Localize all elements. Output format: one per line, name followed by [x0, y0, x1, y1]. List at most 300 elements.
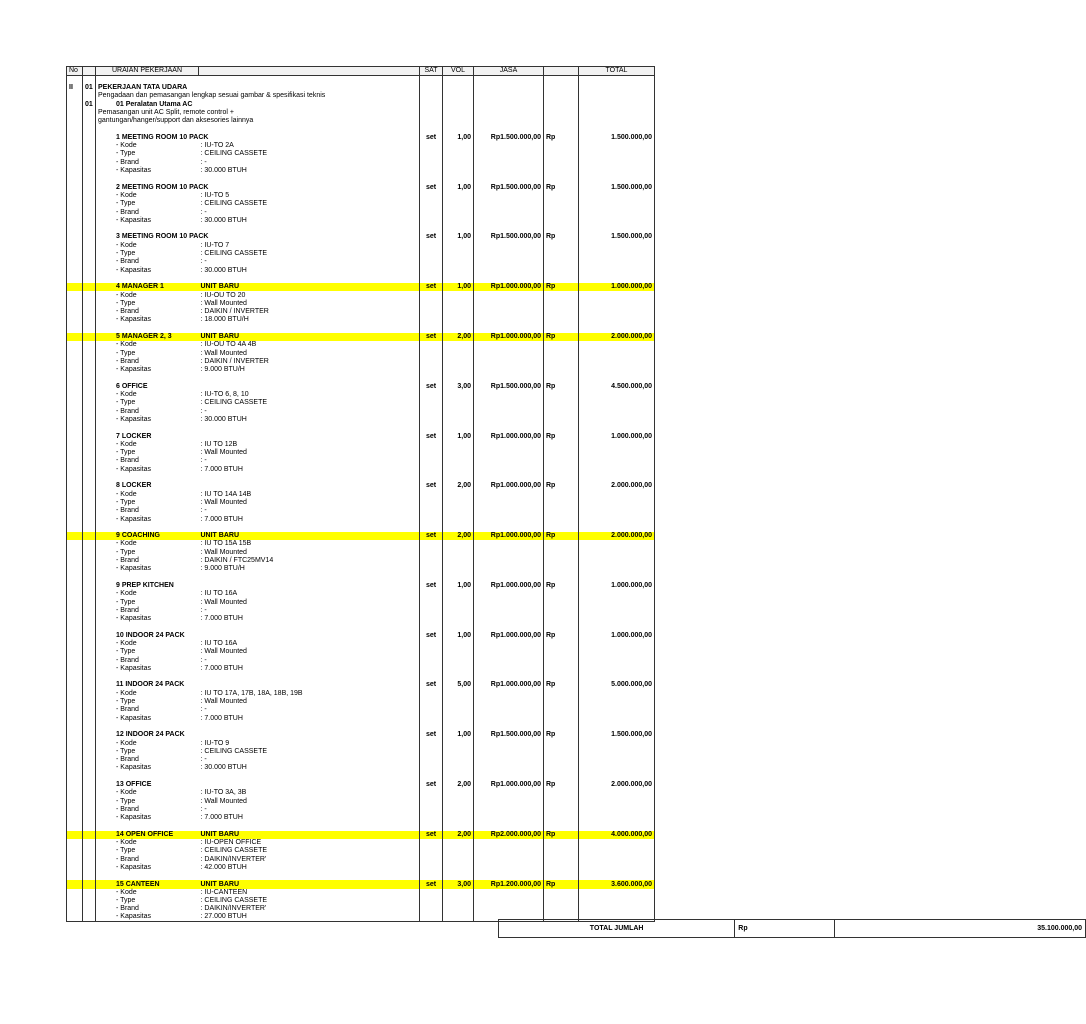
- table-cell[interactable]: - Kapasitas: [96, 217, 199, 225]
- table-cell[interactable]: [96, 723, 199, 731]
- table-cell[interactable]: : IU-OU TO 4A 4B: [199, 341, 420, 349]
- table-cell[interactable]: UNIT BARU: [199, 831, 420, 839]
- table-cell[interactable]: [544, 192, 579, 200]
- table-cell[interactable]: [67, 772, 83, 780]
- table-cell[interactable]: [474, 814, 544, 822]
- table-cell[interactable]: 1.500.000,00: [579, 731, 655, 739]
- table-cell[interactable]: [420, 142, 443, 150]
- table-cell[interactable]: [96, 225, 199, 233]
- table-cell[interactable]: [96, 872, 199, 880]
- table-cell[interactable]: - Type: [96, 449, 199, 457]
- table-cell[interactable]: [420, 615, 443, 623]
- table-cell[interactable]: [420, 109, 443, 117]
- table-cell[interactable]: [420, 665, 443, 673]
- table-cell[interactable]: [83, 532, 96, 540]
- table-cell[interactable]: [83, 839, 96, 847]
- table-cell[interactable]: Rp: [544, 731, 579, 739]
- table-cell[interactable]: [420, 499, 443, 507]
- table-cell[interactable]: Rp1.500.000,00: [474, 134, 544, 142]
- table-cell[interactable]: [579, 665, 655, 673]
- table-cell[interactable]: [443, 391, 474, 399]
- table-cell[interactable]: [579, 797, 655, 805]
- column-header[interactable]: JASA: [474, 67, 544, 76]
- table-cell[interactable]: : IU TO 16A: [199, 590, 420, 598]
- table-cell[interactable]: [83, 806, 96, 814]
- table-cell[interactable]: Rp1.000.000,00: [474, 781, 544, 789]
- column-header[interactable]: [199, 67, 420, 76]
- table-cell[interactable]: : IU TO 17A, 17B, 18A, 18B, 19B: [199, 689, 420, 697]
- table-cell[interactable]: : -: [199, 407, 420, 415]
- table-cell[interactable]: [67, 665, 83, 673]
- table-cell[interactable]: [67, 324, 83, 332]
- table-cell[interactable]: [579, 217, 655, 225]
- table-cell[interactable]: [83, 324, 96, 332]
- table-cell[interactable]: [579, 524, 655, 532]
- table-cell[interactable]: [579, 399, 655, 407]
- table-cell[interactable]: [83, 913, 96, 922]
- table-cell[interactable]: Rp1.000.000,00: [474, 283, 544, 291]
- table-cell[interactable]: [67, 283, 83, 291]
- table-cell[interactable]: [199, 76, 420, 84]
- table-cell[interactable]: [67, 748, 83, 756]
- table-cell[interactable]: [83, 723, 96, 731]
- table-cell[interactable]: [443, 698, 474, 706]
- table-cell[interactable]: [474, 515, 544, 523]
- table-cell[interactable]: [83, 889, 96, 897]
- table-cell[interactable]: 3.600.000,00: [579, 880, 655, 888]
- table-cell[interactable]: [443, 748, 474, 756]
- table-cell[interactable]: 1.000.000,00: [579, 432, 655, 440]
- table-cell[interactable]: [544, 656, 579, 664]
- table-cell[interactable]: - Brand: [96, 756, 199, 764]
- table-cell[interactable]: : Wall Mounted: [199, 797, 420, 805]
- table-cell[interactable]: [474, 449, 544, 457]
- table-cell[interactable]: [579, 822, 655, 830]
- table-cell[interactable]: [67, 507, 83, 515]
- table-cell[interactable]: [443, 208, 474, 216]
- table-cell[interactable]: [443, 490, 474, 498]
- table-cell[interactable]: : 30.000 BTUH: [199, 266, 420, 274]
- table-cell[interactable]: - Type: [96, 250, 199, 258]
- table-cell[interactable]: [474, 590, 544, 598]
- table-cell[interactable]: [443, 150, 474, 158]
- table-cell[interactable]: - Kode: [96, 739, 199, 747]
- table-cell[interactable]: [443, 84, 474, 92]
- table-cell[interactable]: [67, 839, 83, 847]
- column-header[interactable]: VOL: [443, 67, 474, 76]
- table-cell[interactable]: - Kode: [96, 839, 199, 847]
- table-cell[interactable]: [83, 748, 96, 756]
- table-cell[interactable]: set: [420, 781, 443, 789]
- table-cell[interactable]: - Brand: [96, 557, 199, 565]
- table-cell[interactable]: [579, 756, 655, 764]
- table-cell[interactable]: [474, 465, 544, 473]
- table-cell[interactable]: [443, 540, 474, 548]
- table-cell[interactable]: [420, 872, 443, 880]
- table-cell[interactable]: [544, 217, 579, 225]
- table-cell[interactable]: [544, 772, 579, 780]
- table-cell[interactable]: [579, 839, 655, 847]
- table-cell[interactable]: [420, 158, 443, 166]
- table-cell[interactable]: [579, 648, 655, 656]
- table-cell[interactable]: [544, 822, 579, 830]
- table-cell[interactable]: [579, 92, 655, 100]
- table-cell[interactable]: [443, 565, 474, 573]
- table-cell[interactable]: [443, 441, 474, 449]
- table-cell[interactable]: [83, 233, 96, 241]
- table-cell[interactable]: [83, 117, 96, 125]
- table-cell[interactable]: [83, 125, 96, 133]
- table-cell[interactable]: [474, 689, 544, 697]
- table-cell[interactable]: [443, 109, 474, 117]
- table-cell[interactable]: [83, 897, 96, 905]
- table-cell[interactable]: : CEILING CASSETE: [199, 897, 420, 905]
- table-cell[interactable]: [420, 648, 443, 656]
- table-cell[interactable]: Rp: [544, 532, 579, 540]
- table-cell[interactable]: : 42.000 BTUH: [199, 864, 420, 872]
- table-cell[interactable]: [67, 225, 83, 233]
- table-cell[interactable]: [474, 117, 544, 125]
- table-cell[interactable]: [67, 524, 83, 532]
- table-cell[interactable]: set: [420, 582, 443, 590]
- table-cell[interactable]: 10 INDOOR 24 PACK: [96, 631, 199, 639]
- table-cell[interactable]: [579, 723, 655, 731]
- table-cell[interactable]: - Kode: [96, 192, 199, 200]
- table-cell[interactable]: [579, 391, 655, 399]
- table-cell[interactable]: - Kapasitas: [96, 416, 199, 424]
- table-cell[interactable]: 1,00: [443, 233, 474, 241]
- table-cell[interactable]: [83, 864, 96, 872]
- table-cell[interactable]: 14 OPEN OFFICE: [96, 831, 199, 839]
- table-cell[interactable]: [83, 225, 96, 233]
- table-cell[interactable]: [420, 150, 443, 158]
- table-cell[interactable]: [579, 855, 655, 863]
- table-cell[interactable]: [199, 482, 420, 490]
- table-cell[interactable]: 4 MANAGER 1: [96, 283, 199, 291]
- table-cell[interactable]: [474, 250, 544, 258]
- table-cell[interactable]: 5,00: [443, 681, 474, 689]
- table-cell[interactable]: [579, 366, 655, 374]
- table-cell[interactable]: [443, 258, 474, 266]
- table-cell[interactable]: - Type: [96, 300, 199, 308]
- table-cell[interactable]: [83, 789, 96, 797]
- table-cell[interactable]: [96, 175, 199, 183]
- table-cell[interactable]: [443, 275, 474, 283]
- table-cell[interactable]: [67, 673, 83, 681]
- table-cell[interactable]: [83, 573, 96, 581]
- table-cell[interactable]: Rp: [544, 283, 579, 291]
- table-cell[interactable]: PEKERJAAN TATA UDARA: [96, 84, 199, 92]
- table-cell[interactable]: : Wall Mounted: [199, 499, 420, 507]
- table-cell[interactable]: Rp: [544, 482, 579, 490]
- table-cell[interactable]: [67, 92, 83, 100]
- table-cell[interactable]: [443, 524, 474, 532]
- table-cell[interactable]: [579, 291, 655, 299]
- table-cell[interactable]: : DAIKIN / INVERTER: [199, 358, 420, 366]
- table-cell[interactable]: : IU-OPEN OFFICE: [199, 839, 420, 847]
- table-cell[interactable]: [474, 640, 544, 648]
- table-cell[interactable]: [199, 225, 420, 233]
- table-cell[interactable]: [443, 250, 474, 258]
- table-cell[interactable]: [83, 739, 96, 747]
- table-cell[interactable]: [67, 905, 83, 913]
- table-cell[interactable]: [544, 92, 579, 100]
- table-cell[interactable]: [579, 316, 655, 324]
- table-cell[interactable]: [420, 656, 443, 664]
- table-cell[interactable]: [443, 673, 474, 681]
- table-cell[interactable]: [443, 789, 474, 797]
- table-cell[interactable]: [83, 416, 96, 424]
- table-cell[interactable]: [579, 167, 655, 175]
- table-cell[interactable]: [474, 474, 544, 482]
- table-cell[interactable]: [420, 407, 443, 415]
- table-cell[interactable]: [579, 714, 655, 722]
- table-cell[interactable]: - Kode: [96, 291, 199, 299]
- table-cell[interactable]: [199, 623, 420, 631]
- table-cell[interactable]: [420, 424, 443, 432]
- table-cell[interactable]: [67, 814, 83, 822]
- table-cell[interactable]: [544, 465, 579, 473]
- table-cell[interactable]: - Kapasitas: [96, 764, 199, 772]
- table-cell[interactable]: : Wall Mounted: [199, 548, 420, 556]
- table-cell[interactable]: : DAIKIN/INVERTER': [199, 905, 420, 913]
- table-cell[interactable]: - Brand: [96, 806, 199, 814]
- table-cell[interactable]: [579, 872, 655, 880]
- table-cell[interactable]: [420, 92, 443, 100]
- table-cell[interactable]: [420, 789, 443, 797]
- table-cell[interactable]: [67, 125, 83, 133]
- table-cell[interactable]: [67, 250, 83, 258]
- table-cell[interactable]: [544, 158, 579, 166]
- table-cell[interactable]: [83, 814, 96, 822]
- table-cell[interactable]: 12 INDOOR 24 PACK: [96, 731, 199, 739]
- table-cell[interactable]: [420, 291, 443, 299]
- table-cell[interactable]: [67, 465, 83, 473]
- table-cell[interactable]: [443, 308, 474, 316]
- table-cell[interactable]: [67, 681, 83, 689]
- table-cell[interactable]: : 30.000 BTUH: [199, 217, 420, 225]
- table-cell[interactable]: [67, 432, 83, 440]
- table-cell[interactable]: [67, 615, 83, 623]
- table-cell[interactable]: [443, 864, 474, 872]
- table-cell[interactable]: [67, 183, 83, 191]
- table-cell[interactable]: [443, 300, 474, 308]
- table-cell[interactable]: [67, 607, 83, 615]
- table-cell[interactable]: - Kapasitas: [96, 515, 199, 523]
- table-cell[interactable]: 3,00: [443, 880, 474, 888]
- table-cell[interactable]: [474, 266, 544, 274]
- table-cell[interactable]: [579, 76, 655, 84]
- table-cell[interactable]: : Wall Mounted: [199, 598, 420, 606]
- table-cell[interactable]: [474, 855, 544, 863]
- table-cell[interactable]: : IU-TO 2A: [199, 142, 420, 150]
- table-cell[interactable]: [83, 333, 96, 341]
- table-cell[interactable]: [474, 84, 544, 92]
- table-cell[interactable]: [579, 225, 655, 233]
- table-cell[interactable]: - Brand: [96, 407, 199, 415]
- table-cell[interactable]: [83, 283, 96, 291]
- table-cell[interactable]: [474, 457, 544, 465]
- table-cell[interactable]: 2.000.000,00: [579, 532, 655, 540]
- table-cell[interactable]: [83, 183, 96, 191]
- table-cell[interactable]: [579, 565, 655, 573]
- table-cell[interactable]: [579, 607, 655, 615]
- table-cell[interactable]: [420, 441, 443, 449]
- table-cell[interactable]: [443, 847, 474, 855]
- table-cell[interactable]: : -: [199, 158, 420, 166]
- table-cell[interactable]: [544, 117, 579, 125]
- table-cell[interactable]: : IU-OU TO 20: [199, 291, 420, 299]
- table-cell[interactable]: - Kode: [96, 889, 199, 897]
- table-cell[interactable]: set: [420, 482, 443, 490]
- table-cell[interactable]: [67, 358, 83, 366]
- table-cell[interactable]: [420, 814, 443, 822]
- table-cell[interactable]: [199, 175, 420, 183]
- table-cell[interactable]: [83, 831, 96, 839]
- table-cell[interactable]: [443, 739, 474, 747]
- table-cell[interactable]: [83, 134, 96, 142]
- table-cell[interactable]: [474, 142, 544, 150]
- table-cell[interactable]: [579, 449, 655, 457]
- table-cell[interactable]: [544, 590, 579, 598]
- table-cell[interactable]: [67, 208, 83, 216]
- table-cell[interactable]: [420, 76, 443, 84]
- table-cell[interactable]: [579, 117, 655, 125]
- table-cell[interactable]: [199, 134, 420, 142]
- table-cell[interactable]: [443, 92, 474, 100]
- table-cell[interactable]: [420, 756, 443, 764]
- table-cell[interactable]: [199, 731, 420, 739]
- table-cell[interactable]: [83, 598, 96, 606]
- table-cell[interactable]: - Type: [96, 897, 199, 905]
- table-cell[interactable]: [83, 689, 96, 697]
- table-cell[interactable]: [544, 640, 579, 648]
- table-cell[interactable]: : CEILING CASSETE: [199, 748, 420, 756]
- table-cell[interactable]: - Kapasitas: [96, 615, 199, 623]
- table-cell[interactable]: [83, 150, 96, 158]
- table-cell[interactable]: [544, 490, 579, 498]
- table-cell[interactable]: [199, 872, 420, 880]
- table-cell[interactable]: [544, 109, 579, 117]
- table-cell[interactable]: [544, 714, 579, 722]
- table-cell[interactable]: - Brand: [96, 457, 199, 465]
- table-cell[interactable]: [83, 772, 96, 780]
- table-cell[interactable]: [83, 648, 96, 656]
- table-cell[interactable]: [420, 250, 443, 258]
- table-cell[interactable]: - Kode: [96, 689, 199, 697]
- table-cell[interactable]: : -: [199, 208, 420, 216]
- table-cell[interactable]: [443, 889, 474, 897]
- table-cell[interactable]: [579, 864, 655, 872]
- table-cell[interactable]: 5.000.000,00: [579, 681, 655, 689]
- table-cell[interactable]: [420, 864, 443, 872]
- table-cell[interactable]: [67, 656, 83, 664]
- table-cell[interactable]: [420, 806, 443, 814]
- table-cell[interactable]: [579, 374, 655, 382]
- table-cell[interactable]: [443, 374, 474, 382]
- table-cell[interactable]: set: [420, 233, 443, 241]
- table-cell[interactable]: [83, 175, 96, 183]
- table-cell[interactable]: : -: [199, 756, 420, 764]
- table-cell[interactable]: [420, 399, 443, 407]
- table-cell[interactable]: 1,00: [443, 731, 474, 739]
- table-cell[interactable]: [474, 507, 544, 515]
- table-cell[interactable]: [443, 839, 474, 847]
- table-cell[interactable]: [420, 565, 443, 573]
- table-cell[interactable]: [579, 590, 655, 598]
- table-cell[interactable]: [420, 308, 443, 316]
- table-cell[interactable]: [199, 822, 420, 830]
- table-cell[interactable]: [579, 573, 655, 581]
- table-cell[interactable]: [579, 300, 655, 308]
- table-cell[interactable]: Rp1.500.000,00: [474, 233, 544, 241]
- table-cell[interactable]: [544, 175, 579, 183]
- table-cell[interactable]: [544, 806, 579, 814]
- table-cell[interactable]: [544, 258, 579, 266]
- table-cell[interactable]: set: [420, 731, 443, 739]
- table-cell[interactable]: [544, 905, 579, 913]
- table-cell[interactable]: [67, 399, 83, 407]
- table-cell[interactable]: - Type: [96, 150, 199, 158]
- table-cell[interactable]: [83, 457, 96, 465]
- table-cell[interactable]: [96, 324, 199, 332]
- table-cell[interactable]: UNIT BARU: [199, 532, 420, 540]
- table-cell[interactable]: [474, 615, 544, 623]
- table-cell[interactable]: [420, 698, 443, 706]
- table-cell[interactable]: [67, 499, 83, 507]
- table-cell[interactable]: [67, 158, 83, 166]
- table-cell[interactable]: [420, 275, 443, 283]
- table-cell[interactable]: [83, 607, 96, 615]
- table-cell[interactable]: [474, 349, 544, 357]
- table-cell[interactable]: [420, 913, 443, 922]
- table-cell[interactable]: [83, 797, 96, 805]
- table-cell[interactable]: [67, 76, 83, 84]
- table-cell[interactable]: - Kapasitas: [96, 913, 199, 922]
- table-cell[interactable]: : -: [199, 258, 420, 266]
- table-cell[interactable]: gantungan/hanger/support dan aksesories lainnya: [96, 117, 199, 125]
- table-cell[interactable]: - Kapasitas: [96, 266, 199, 274]
- table-cell[interactable]: [579, 507, 655, 515]
- table-cell[interactable]: : CEILING CASSETE: [199, 200, 420, 208]
- table-cell[interactable]: - Kode: [96, 341, 199, 349]
- table-cell[interactable]: Rp: [544, 382, 579, 390]
- table-cell[interactable]: [579, 341, 655, 349]
- table-cell[interactable]: [420, 490, 443, 498]
- table-cell[interactable]: [579, 698, 655, 706]
- table-cell[interactable]: [474, 300, 544, 308]
- table-cell[interactable]: 1.000.000,00: [579, 582, 655, 590]
- table-cell[interactable]: [83, 855, 96, 863]
- table-cell[interactable]: set: [420, 183, 443, 191]
- table-cell[interactable]: [420, 689, 443, 697]
- table-cell[interactable]: [579, 897, 655, 905]
- table-cell[interactable]: [83, 524, 96, 532]
- table-cell[interactable]: - Brand: [96, 905, 199, 913]
- table-cell[interactable]: [544, 208, 579, 216]
- table-cell[interactable]: [67, 100, 83, 108]
- table-cell[interactable]: II: [67, 84, 83, 92]
- table-cell[interactable]: [420, 358, 443, 366]
- table-cell[interactable]: [67, 739, 83, 747]
- table-cell[interactable]: [96, 673, 199, 681]
- column-header[interactable]: URAIAN PEKERJAAN: [96, 67, 199, 76]
- table-cell[interactable]: - Brand: [96, 656, 199, 664]
- table-cell[interactable]: [67, 714, 83, 722]
- table-cell[interactable]: set: [420, 432, 443, 440]
- table-cell[interactable]: [83, 275, 96, 283]
- table-cell[interactable]: [83, 499, 96, 507]
